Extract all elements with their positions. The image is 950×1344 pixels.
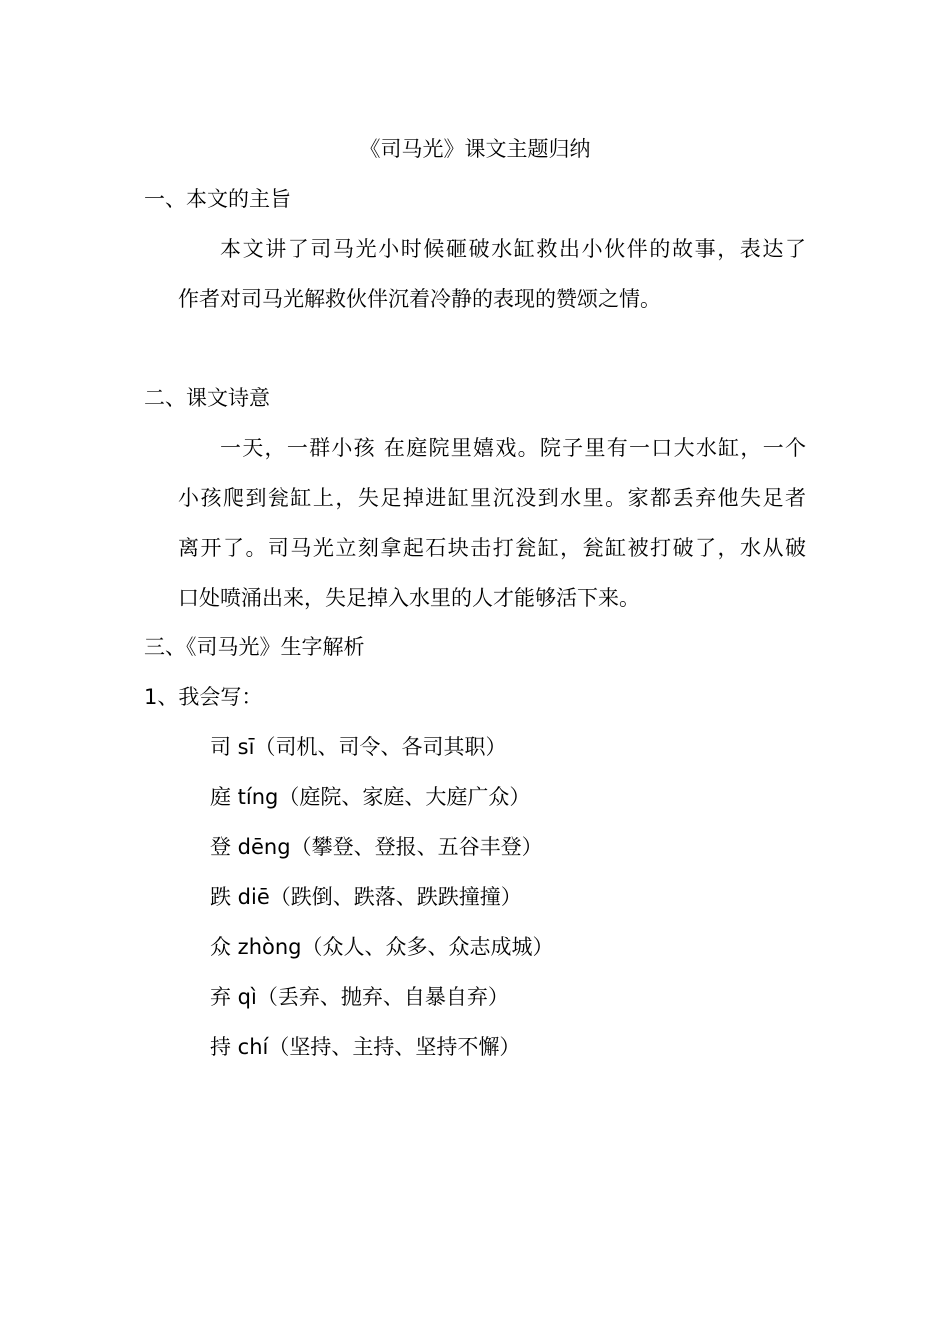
paragraph-line: 作者对司马光解救伙伴沉着冷静的表现的赞颂之情。 <box>178 287 661 311</box>
paragraph-line: 口处喷涌出来，失足掉入水里的人才能够活下来。 <box>178 586 640 610</box>
paragraph-line: 小孩爬到瓮缸上，失足掉进缸里沉没到水里。家都丢弃他失足者 <box>178 486 806 510</box>
section-heading-main-idea: 一、本文的主旨 <box>144 187 291 211</box>
paragraph-line: 离开了。司马光立刻拿起石块击打瓮缸，瓮缸被打破了，水从破 <box>178 536 806 560</box>
character-item: 司 sī（司机、司令、各司其职） <box>210 735 507 759</box>
character-item: 弃 qì（丢弃、抛弃、自暴自弃） <box>210 985 509 1009</box>
section-heading-meaning: 二、课文诗意 <box>144 386 270 410</box>
subheading-i-can-write: 1、我会写： <box>144 685 263 709</box>
section-heading-characters: 三、《司马光》生字解析 <box>144 635 365 659</box>
character-item: 庭 tíng（庭院、家庭、大庭广众） <box>210 785 531 809</box>
character-item: 持 chí（坚持、主持、坚持不懈） <box>210 1035 521 1059</box>
paragraph-line: 一天，一群小孩 在庭院里嬉戏。院子里有一口大水缸，一个 <box>220 436 806 460</box>
document-title: 《司马光》课文主题归纳 <box>359 137 591 161</box>
paragraph-line: 本文讲了司马光小时候砸破水缸救出小伙伴的故事，表达了 <box>220 237 806 261</box>
character-item: 众 zhòng（众人、众多、众志成城） <box>210 935 554 959</box>
character-item: 跌 diē（跌倒、跌落、跌跌撞撞） <box>210 885 522 909</box>
character-item: 登 dēng（攀登、登报、五谷丰登） <box>210 835 543 859</box>
